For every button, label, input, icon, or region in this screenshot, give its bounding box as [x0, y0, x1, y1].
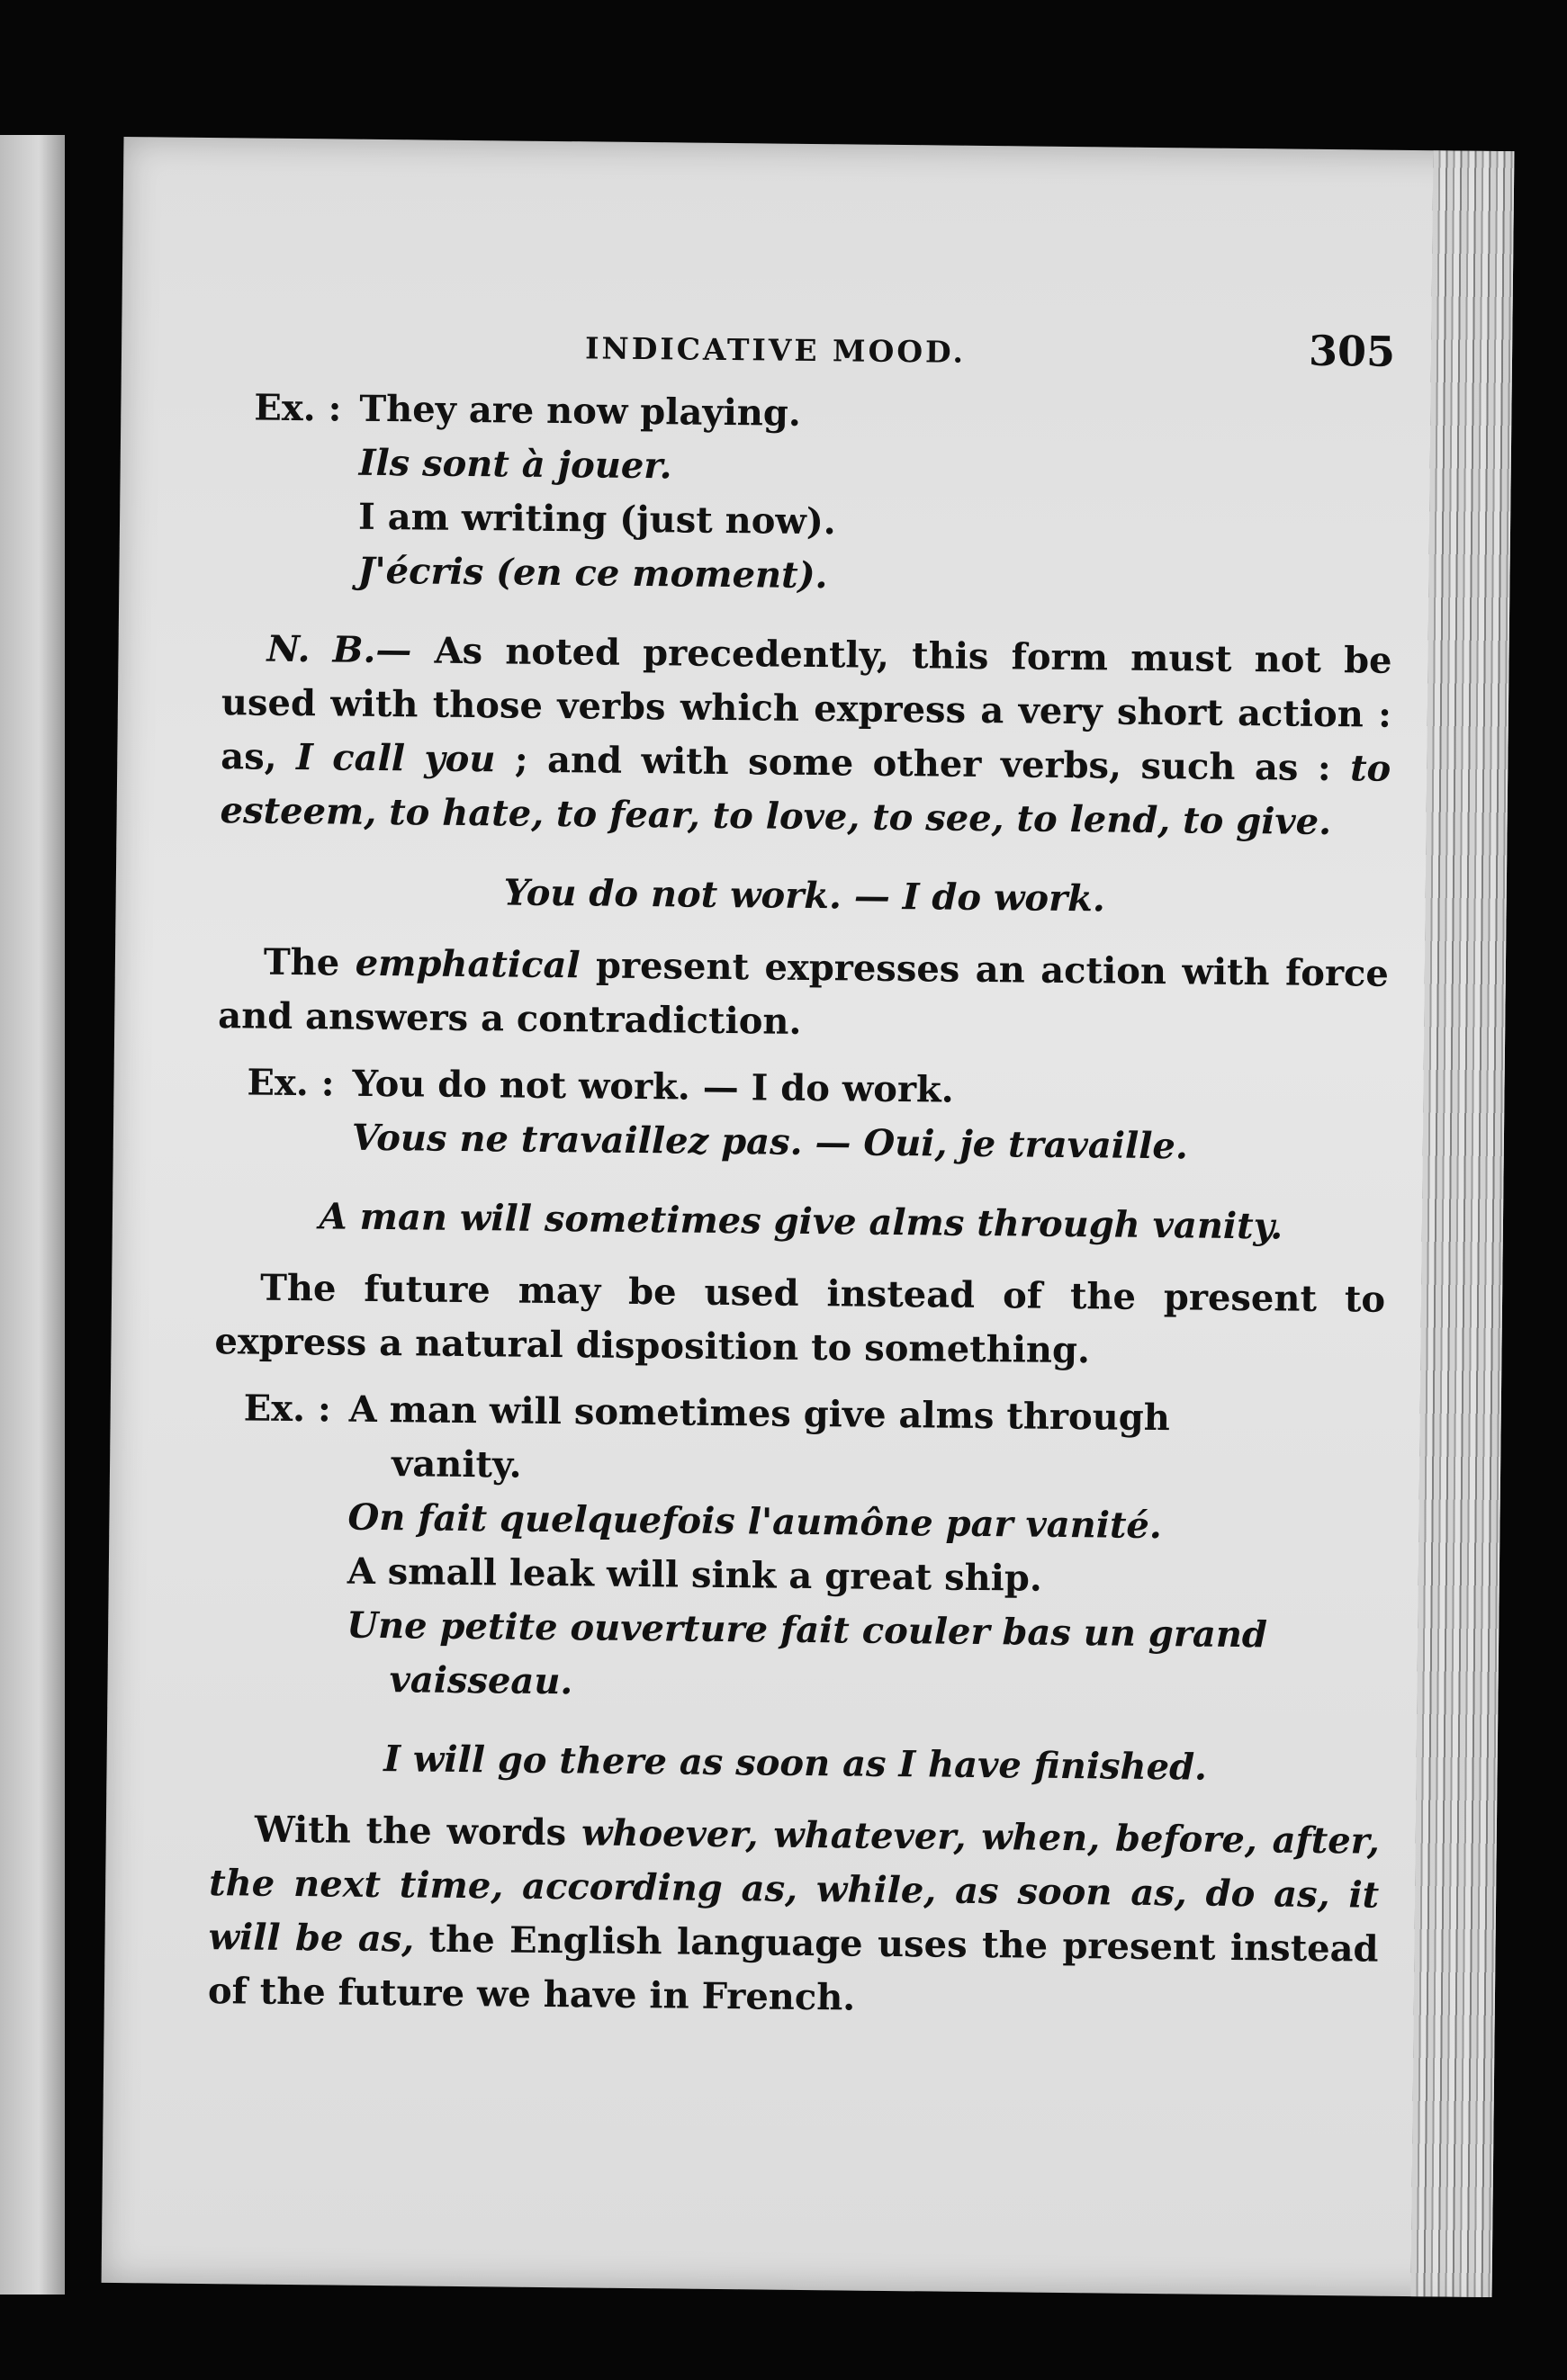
section-text-1: With the words	[254, 1808, 582, 1855]
section-text-2: present expresses an action with force and answers a contradiction.	[218, 944, 1390, 1043]
example-line-en-cont: vanity.	[391, 1442, 522, 1486]
page-content	[208, 318, 1396, 2031]
example-line-fr: Ils sont à jouer.	[358, 441, 672, 488]
example-line-fr: Vous ne travaillez pas. — Oui, je travaille.	[351, 1116, 1189, 1168]
example-line-en: A man will sometimes give alms through	[348, 1388, 1171, 1440]
example-line-fr: On fait quelquefois l'aumône par vanité.	[347, 1495, 1163, 1548]
nb-text-2: ; and with some other verbs, such as :	[495, 738, 1351, 790]
section-emphasis: emphatical	[355, 941, 581, 987]
example-block-3	[211, 1381, 1384, 1718]
facing-page-edge	[0, 135, 65, 2295]
section-text-1: The	[263, 940, 356, 984]
example-label: Ex. :	[254, 386, 342, 430]
example-line-en: I am writing (just now).	[357, 495, 836, 543]
section-paragraph: The future may be used instead of the present to express a natural disposition to something.	[214, 1266, 1386, 1372]
example-line-en: You do not work. — I do work.	[352, 1062, 954, 1111]
section-heading: A man will sometimes give alms through vanity.	[319, 1195, 1283, 1248]
book-page	[102, 137, 1515, 2297]
example-block-2	[217, 1055, 1388, 1176]
nb-paragraph	[220, 622, 1391, 850]
running-head	[225, 318, 1396, 393]
example-label: Ex. :	[247, 1061, 335, 1105]
section-paragraph	[218, 935, 1389, 1055]
nb-text-1: As noted precedently, this form must not be used with those verbs which express a very short action : as,	[221, 629, 1392, 779]
example-line-fr: Une petite ouverture fait couler bas un grand	[346, 1603, 1268, 1657]
section-paragraph	[208, 1802, 1380, 2031]
page-edges	[1410, 150, 1514, 2297]
section-text-2: the English language uses the present instead of the future we have in French.	[207, 1917, 1379, 2019]
section-heading: I will go there as soon as I have finished.	[383, 1738, 1208, 1789]
example-label: Ex. :	[243, 1387, 331, 1431]
example-line-fr: J'écris (en ce moment).	[357, 549, 828, 597]
nb-lead: N. B.—	[266, 627, 412, 672]
page-number: 305	[1308, 326, 1396, 376]
running-head-title: INDICATIVE MOOD.	[584, 330, 967, 370]
section-word-list: whoever, whatever, when, before, after, the next time, according as, while, as soon as, do as, it will be as,	[208, 1811, 1381, 1961]
example-line-fr-cont: vaisseau.	[389, 1658, 573, 1703]
example-line-en: They are now playing.	[359, 387, 802, 435]
example-line-en: A small leak will sink a great ship.	[347, 1549, 1043, 1600]
section-heading: You do not work. — I do work.	[503, 871, 1106, 921]
example-block-1	[222, 381, 1394, 609]
nb-verbs: to esteem, to hate, to fear, to love, to see, to lend, to give.	[220, 747, 1391, 844]
nb-example: I call you	[295, 736, 496, 781]
